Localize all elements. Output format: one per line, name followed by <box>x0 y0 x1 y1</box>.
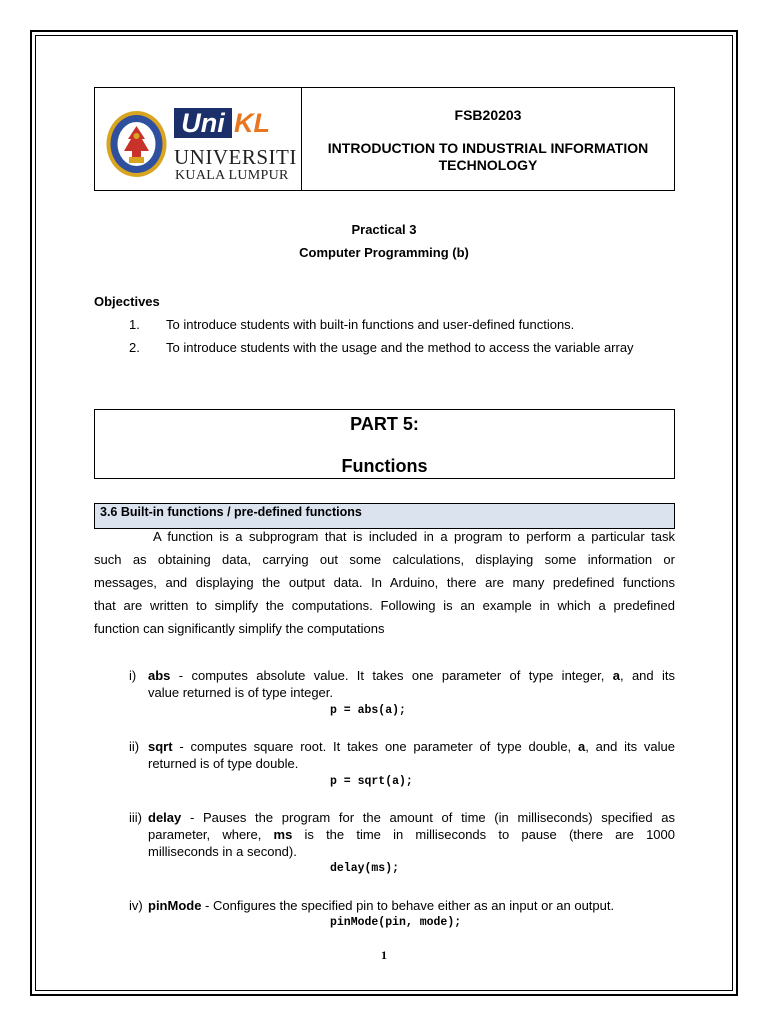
objective-text: To introduce students with the usage and the method to access the variable array <box>166 340 634 355</box>
function-description: milliseconds in a second). <box>148 844 297 859</box>
logo-cell <box>95 88 302 190</box>
paragraph-line: that are written to simplify the computations. Following is an example in which a predefined <box>94 598 675 613</box>
description-text: parameter, where, <box>148 827 274 842</box>
code-snippet: pinMode(pin, mode); <box>330 916 462 929</box>
item-label: iv) <box>129 898 143 913</box>
description-text: , and its value <box>585 739 675 754</box>
item-label: ii) <box>129 739 140 754</box>
function-name: abs <box>148 668 171 683</box>
university-name: UNIVERSITI <box>174 145 297 169</box>
description-text: - Pauses the program for the amount of time (in milliseconds) specified as <box>181 810 675 825</box>
paragraph-line: messages, and displaying the output data. In Arduino, there are many predefined functions <box>94 575 675 590</box>
function-description <box>148 810 675 825</box>
brand-uni: Uni <box>174 108 232 138</box>
objective-number: 2. <box>129 340 140 355</box>
function-description: returned is of type double. <box>148 756 299 771</box>
course-title-line2: TECHNOLOGY <box>438 157 538 173</box>
code-snippet: p = sqrt(a); <box>330 775 413 788</box>
practical-subtitle: Computer Programming (b) <box>299 245 469 260</box>
description-text: - Configures the specified pin to behave either as an input or an output. <box>201 898 615 913</box>
page-number: 1 <box>381 948 387 962</box>
description-text: is the time in milliseconds to pause (there are 1000 <box>292 827 675 842</box>
parameter-name: a <box>577 739 586 754</box>
function-name: pinMode <box>148 898 202 913</box>
function-description <box>148 668 675 683</box>
parameter-name: ms <box>273 827 293 842</box>
item-label: iii) <box>129 810 142 825</box>
course-code: FSB20203 <box>454 107 522 123</box>
function-description <box>148 827 675 842</box>
part-title: Functions <box>341 456 428 476</box>
objectives-heading: Objectives <box>94 294 160 309</box>
code-snippet: delay(ms); <box>330 862 400 875</box>
part-number: PART 5: <box>350 414 419 434</box>
description-text: , and its <box>619 668 676 683</box>
description-text: - computes absolute value. It takes one parameter of type integer, <box>170 668 613 683</box>
university-subname: KUALA LUMPUR <box>175 168 289 183</box>
practical-title: Practical 3 <box>351 222 417 237</box>
header-table <box>94 87 675 191</box>
item-label: i) <box>129 668 137 683</box>
function-name: sqrt <box>148 739 173 754</box>
paragraph-line: function can significantly simplify the computations <box>94 621 385 636</box>
code-snippet: p = abs(a); <box>330 704 406 717</box>
parameter-name: a <box>612 668 620 683</box>
paragraph-line: such as obtaining data, carrying out some calculations, displaying some information or <box>94 552 675 567</box>
function-description <box>148 739 675 754</box>
university-crest-icon <box>105 109 168 179</box>
objective-number: 1. <box>129 317 140 332</box>
objective-text: To introduce students with built-in functions and user-defined functions. <box>166 317 575 332</box>
title-cell <box>302 88 674 190</box>
function-description <box>148 898 675 913</box>
course-title-line1: INTRODUCTION TO INDUSTRIAL INFORMATION <box>327 140 649 156</box>
function-name: delay <box>148 810 182 825</box>
section-heading: 3.6 Built-in functions / pre-defined functions <box>94 503 675 529</box>
course-title <box>302 140 674 174</box>
brand-kl: KL <box>234 108 270 138</box>
paragraph-line: A function is a subprogram that is included in a program to perform a particular task <box>153 529 675 544</box>
function-description: value returned is of type integer. <box>148 685 334 700</box>
unikl-wordmark <box>174 108 288 140</box>
part-heading-box <box>94 409 675 479</box>
description-text: - computes square root. It takes one parameter of type double, <box>172 739 578 754</box>
